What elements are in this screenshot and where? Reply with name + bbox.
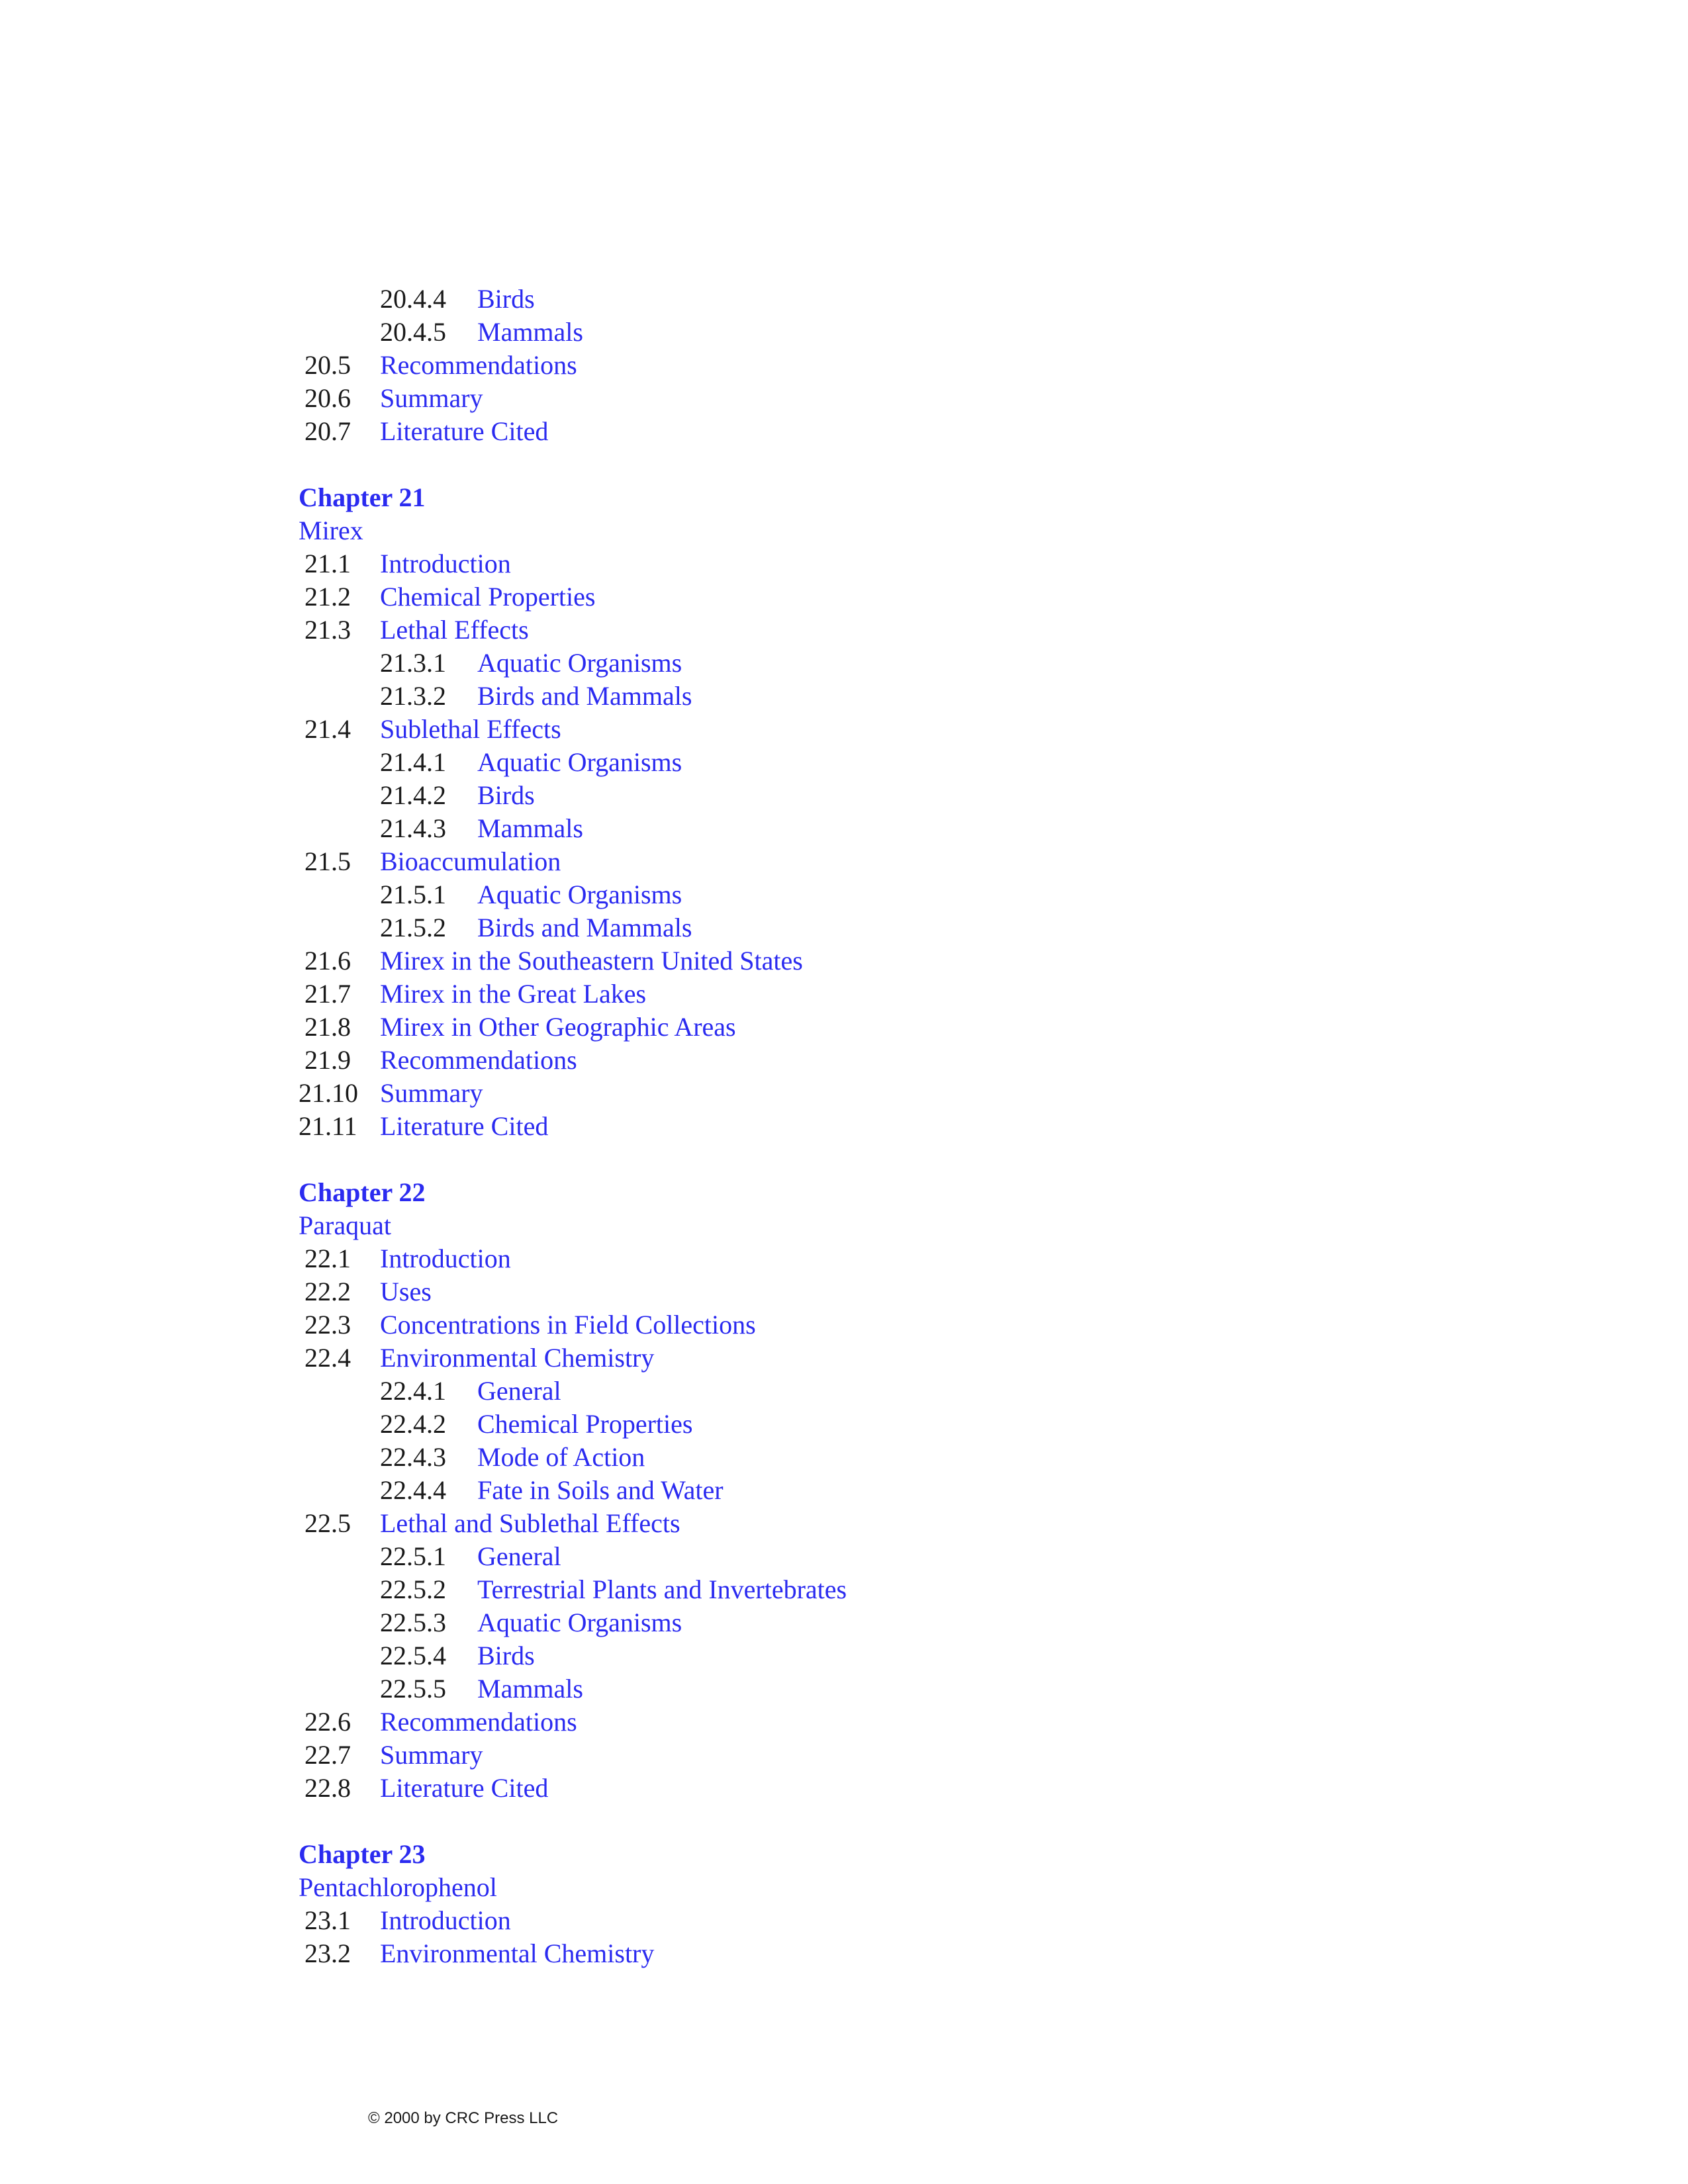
toc-entry-21-5-1[interactable] xyxy=(299,878,1424,911)
toc-entry-22-8[interactable] xyxy=(299,1772,1424,1805)
section-link[interactable]: Lethal and Sublethal Effects xyxy=(380,1508,680,1538)
table-of-contents xyxy=(299,283,1424,1970)
toc-entry-22-4-4[interactable] xyxy=(299,1474,1424,1507)
section-number: 22.4.1 xyxy=(380,1376,446,1406)
section-number: 21.7 xyxy=(305,979,351,1009)
section-number: 21.9 xyxy=(305,1045,351,1075)
toc-entry-21-6[interactable] xyxy=(299,944,1424,978)
section-number: 21.4.2 xyxy=(380,780,446,810)
toc-entry-22-7[interactable] xyxy=(299,1739,1424,1772)
section-number: 22.7 xyxy=(305,1740,351,1770)
toc-entry-21-11[interactable] xyxy=(299,1110,1424,1143)
spacer xyxy=(299,1143,1424,1176)
section-number: 22.5.3 xyxy=(380,1608,446,1637)
chapter-title[interactable]: Mirex xyxy=(299,516,363,545)
section-number: 21.5.2 xyxy=(380,913,446,942)
toc-entry-22-4-3[interactable] xyxy=(299,1441,1424,1474)
section-number: 22.3 xyxy=(305,1310,351,1340)
section-number: 22.5.5 xyxy=(380,1674,446,1704)
toc-entry-22-5-4[interactable] xyxy=(299,1639,1424,1672)
toc-entry-22-3[interactable] xyxy=(299,1308,1424,1342)
toc-entry-20-6[interactable] xyxy=(299,382,1424,415)
section-number: 20.7 xyxy=(305,416,351,446)
section-number: 22.4.2 xyxy=(380,1409,446,1439)
section-number: 22.5 xyxy=(305,1508,351,1538)
section-link[interactable]: Terrestrial Plants and Invertebrates xyxy=(477,1574,847,1604)
section-number: 21.2 xyxy=(305,582,351,612)
section-number: 21.1 xyxy=(305,549,351,578)
toc-entry-21-8[interactable] xyxy=(299,1011,1424,1044)
section-link[interactable]: Mirex in the Great Lakes xyxy=(380,979,647,1009)
toc-entry-22-6[interactable] xyxy=(299,1706,1424,1739)
toc-entry-21-5-2[interactable] xyxy=(299,911,1424,944)
toc-entry-22-5-3[interactable] xyxy=(299,1606,1424,1639)
section-link[interactable]: Birds and Mammals xyxy=(477,681,692,711)
spacer xyxy=(299,1805,1424,1838)
section-link[interactable]: Chemical Properties xyxy=(477,1409,693,1439)
toc-entry-21-3-1[interactable] xyxy=(299,647,1424,680)
spacer xyxy=(299,448,1424,481)
section-number: 21.4.1 xyxy=(380,747,446,777)
toc-entry-22-4-2[interactable] xyxy=(299,1408,1424,1441)
section-link[interactable]: Aquatic Organisms xyxy=(477,747,682,777)
toc-entry-22-1[interactable] xyxy=(299,1242,1424,1275)
section-number: 22.1 xyxy=(305,1244,351,1273)
section-number: 21.3.1 xyxy=(380,648,446,678)
section-number: 20.5 xyxy=(305,350,351,380)
toc-entry-21-4-2[interactable] xyxy=(299,779,1424,812)
toc-entry-20-4-5[interactable] xyxy=(299,316,1424,349)
section-link[interactable]: Aquatic Organisms xyxy=(477,648,682,678)
section-link[interactable]: General xyxy=(477,1376,561,1406)
section-number: 21.6 xyxy=(305,946,351,976)
section-link[interactable]: Fate in Soils and Water xyxy=(477,1475,724,1505)
section-link[interactable]: Birds xyxy=(477,780,535,810)
toc-entry-21-10[interactable] xyxy=(299,1077,1424,1110)
section-number: 20.4.4 xyxy=(380,284,446,314)
section-link[interactable]: Summary xyxy=(380,1078,483,1108)
toc-entry-22-5-5[interactable] xyxy=(299,1672,1424,1706)
chapter-heading[interactable]: Chapter 23 xyxy=(299,1839,426,1869)
section-number: 22.5.4 xyxy=(380,1641,446,1670)
section-number: 22.5.1 xyxy=(380,1541,446,1571)
section-number: 22.8 xyxy=(305,1773,351,1803)
toc-entry-20-5[interactable] xyxy=(299,349,1424,382)
section-link[interactable]: Recommendations xyxy=(380,1045,577,1075)
section-link[interactable]: Introduction xyxy=(380,1905,511,1935)
section-link[interactable]: Summary xyxy=(380,1740,483,1770)
section-number: 20.6 xyxy=(305,383,351,413)
section-link[interactable]: Introduction xyxy=(380,549,511,578)
toc-entry-20-4-4[interactable] xyxy=(299,283,1424,316)
toc-entry-21-1[interactable] xyxy=(299,547,1424,580)
section-number: 21.3 xyxy=(305,615,351,645)
section-link[interactable]: Mirex in the Southeastern United States xyxy=(380,946,803,976)
section-link[interactable]: Aquatic Organisms xyxy=(477,880,682,909)
section-link[interactable]: Recommendations xyxy=(380,350,577,380)
section-link[interactable]: Summary xyxy=(380,383,483,413)
toc-entry-22-5-2[interactable] xyxy=(299,1573,1424,1606)
toc-entry-22-5-1[interactable] xyxy=(299,1540,1424,1573)
toc-entry-23-1[interactable] xyxy=(299,1904,1424,1937)
toc-entry-21-3[interactable] xyxy=(299,614,1424,647)
section-link[interactable]: Concentrations in Field Collections xyxy=(380,1310,756,1340)
section-number: 21.10 xyxy=(299,1078,358,1108)
toc-entry-21-2[interactable] xyxy=(299,580,1424,614)
toc-entry-22-2[interactable] xyxy=(299,1275,1424,1308)
copyright-footer: © 2000 by CRC Press LLC xyxy=(368,2109,559,2127)
section-link[interactable]: General xyxy=(477,1541,561,1571)
section-number: 21.5 xyxy=(305,846,351,876)
section-link[interactable]: Introduction xyxy=(380,1244,511,1273)
toc-entry-22-4-1[interactable] xyxy=(299,1375,1424,1408)
toc-entry-21-7[interactable] xyxy=(299,978,1424,1011)
section-number: 22.4.4 xyxy=(380,1475,446,1505)
section-number: 22.2 xyxy=(305,1277,351,1306)
toc-entry-20-7[interactable] xyxy=(299,415,1424,448)
toc-entry-22-5[interactable] xyxy=(299,1507,1424,1540)
section-link[interactable]: Environmental Chemistry xyxy=(380,1343,655,1373)
section-number: 23.2 xyxy=(305,1938,351,1968)
section-link[interactable]: Environmental Chemistry xyxy=(380,1938,655,1968)
section-link[interactable]: Recommendations xyxy=(380,1707,577,1737)
section-number: 22.6 xyxy=(305,1707,351,1737)
toc-entry-21-4-1[interactable] xyxy=(299,746,1424,779)
section-number: 22.4.3 xyxy=(380,1442,446,1472)
section-number: 21.5.1 xyxy=(380,880,446,909)
section-number: 21.4 xyxy=(305,714,351,744)
toc-entry-23-2[interactable] xyxy=(299,1937,1424,1970)
chapter-heading[interactable]: Chapter 22 xyxy=(299,1177,426,1207)
section-link[interactable]: Literature Cited xyxy=(380,416,549,446)
chapter-title[interactable]: Pentachlorophenol xyxy=(299,1872,497,1902)
section-link[interactable]: Lethal Effects xyxy=(380,615,529,645)
section-link[interactable]: Mammals xyxy=(477,317,583,347)
section-link[interactable]: Mode of Action xyxy=(477,1442,645,1472)
toc-entry-21-9[interactable] xyxy=(299,1044,1424,1077)
chapter-title[interactable]: Paraquat xyxy=(299,1210,391,1240)
section-number: 22.5.2 xyxy=(380,1574,446,1604)
section-number: 21.4.3 xyxy=(380,813,446,843)
toc-entry-22-4[interactable] xyxy=(299,1342,1424,1375)
section-link[interactable]: Sublethal Effects xyxy=(380,714,561,744)
section-number: 21.11 xyxy=(299,1111,357,1141)
section-link[interactable]: Mammals xyxy=(477,813,583,843)
section-number: 22.4 xyxy=(305,1343,351,1373)
section-link[interactable]: Literature Cited xyxy=(380,1773,549,1803)
section-link[interactable]: Birds and Mammals xyxy=(477,913,692,942)
chapter-heading[interactable]: Chapter 21 xyxy=(299,482,426,512)
section-number: 21.8 xyxy=(305,1012,351,1042)
section-link[interactable]: Aquatic Organisms xyxy=(477,1608,682,1637)
section-link[interactable]: Bioaccumulation xyxy=(380,846,561,876)
section-link[interactable]: Uses xyxy=(380,1277,432,1306)
section-number: 23.1 xyxy=(305,1905,351,1935)
section-link[interactable]: Birds xyxy=(477,284,535,314)
section-number: 21.3.2 xyxy=(380,681,446,711)
section-link[interactable]: Mammals xyxy=(477,1674,583,1704)
section-link[interactable]: Chemical Properties xyxy=(380,582,596,612)
section-link[interactable]: Mirex in Other Geographic Areas xyxy=(380,1012,736,1042)
section-link[interactable]: Birds xyxy=(477,1641,535,1670)
toc-entry-21-4-3[interactable] xyxy=(299,812,1424,845)
section-number: 20.4.5 xyxy=(380,317,446,347)
toc-entry-21-3-2[interactable] xyxy=(299,680,1424,713)
section-link[interactable]: Literature Cited xyxy=(380,1111,549,1141)
toc-entry-21-5[interactable] xyxy=(299,845,1424,878)
toc-entry-21-4[interactable] xyxy=(299,713,1424,746)
